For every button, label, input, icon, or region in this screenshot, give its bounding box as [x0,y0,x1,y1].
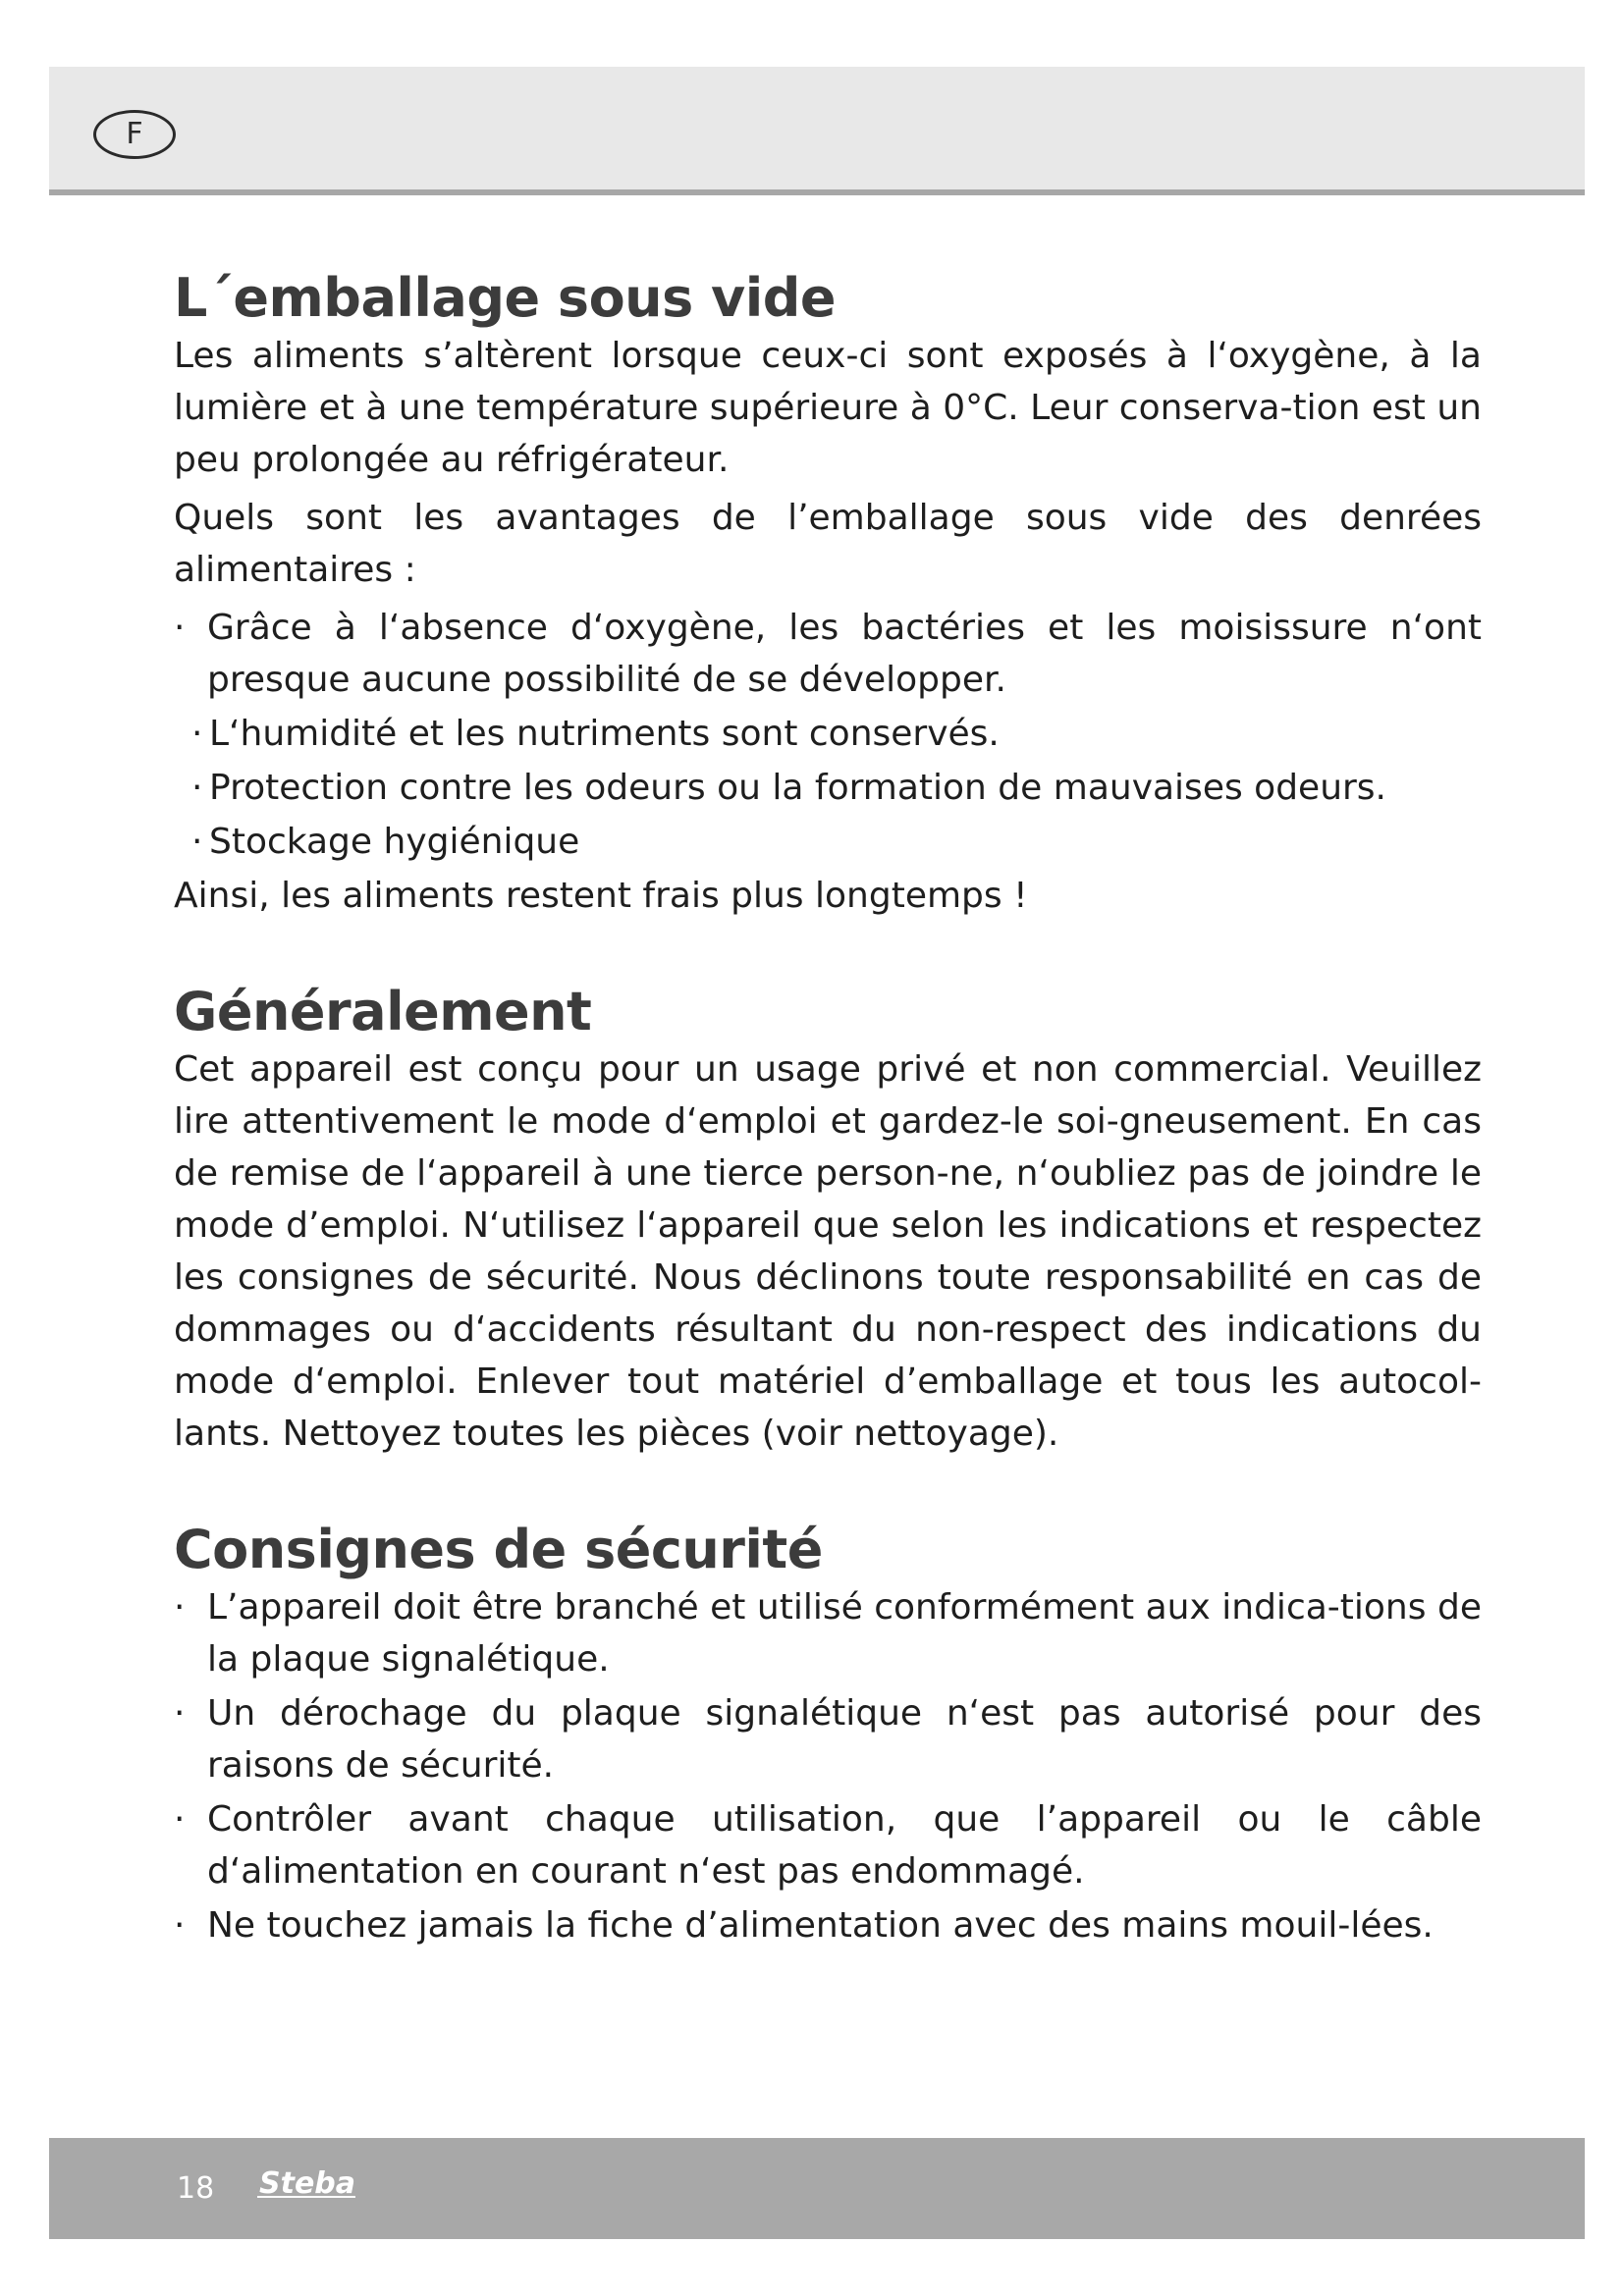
bullet-item: · L‘humidité et les nutriments sont conservés. [191,708,1482,760]
bullet-item: · L’appareil doit être branché et utilisé conformément aux indica-tions de la plaque signalétique. [174,1581,1482,1685]
header-band [49,67,1585,195]
bullet-item: · Ne touchez jamais la fiche d’alimentation avec des mains mouil-lées. [174,1899,1482,1951]
bullet-item: · Contrôler avant chaque utilisation, que l’appareil ou le câble d‘alimentation en courant n‘est pas endommagé. [174,1793,1482,1897]
bullet-list [174,708,1482,868]
paragraph: Les aliments s’altèrent lorsque ceux-ci sont exposés à l‘oxygène, à la lumière et à une température supérieure à 0°C. Leur conserva-tion est un peu prolongée au réfrigérateur. [174,336,1482,480]
bullet-item: · Protection contre les odeurs ou la formation de mauvaises odeurs. [191,762,1482,814]
paragraph: Ainsi, les aliments restent frais plus longtemps ! [174,876,1028,916]
section-title: Consignes de sécurité [174,1519,823,1580]
section-general [174,981,1482,1460]
section-title: Généralement [174,981,592,1042]
footer-band [49,2138,1585,2239]
paragraph: Cet appareil est conçu pour un usage privé et non commercial. Veuillez lire attentivement le mode d‘emploi et gardez-le soi-gneusement. En cas de remise de l‘appareil à une tierce person-ne, n‘oubliez pas de joindre le mode d’emploi. N‘utilisez l‘appareil que selon les indications et respectez les consignes de sécurité. Nous déclinons toute responsabilité en cas de dommages ou d‘accidents résultant du non-respect des indications du mode d‘emploi. Enlever tout matériel d’emballage et tous les autocol-lants. Nettoyez toutes les pièces (voir nettoyage). [174,1049,1482,1454]
bullet-list [174,1581,1482,1951]
language-badge: F [93,110,176,159]
paragraph: Quels sont les avantages de l’emballage sous vide des denrées alimentaires : [174,498,1482,590]
bullet-item: · Grâce à l‘absence d‘oxygène, les bactéries et les moisissure n‘ont presque aucune possibilité de se développer. [174,602,1482,706]
brand-logo [257,2162,367,2213]
section-vacuum-packing [174,267,1482,922]
bullet-item: · Stockage hygiénique [191,816,1482,868]
bullet-item: · Un dérochage du plaque signalétique n‘est pas autorisé pour des raisons de sécurité. [174,1687,1482,1791]
section-title: L´emballage sous vide [174,267,837,329]
bullet-list [174,602,1482,706]
brand-logo-text: Steba [259,2166,356,2201]
section-safety [174,1519,1482,1951]
page-content [174,267,1482,2010]
page-number: 18 [177,2171,215,2206]
